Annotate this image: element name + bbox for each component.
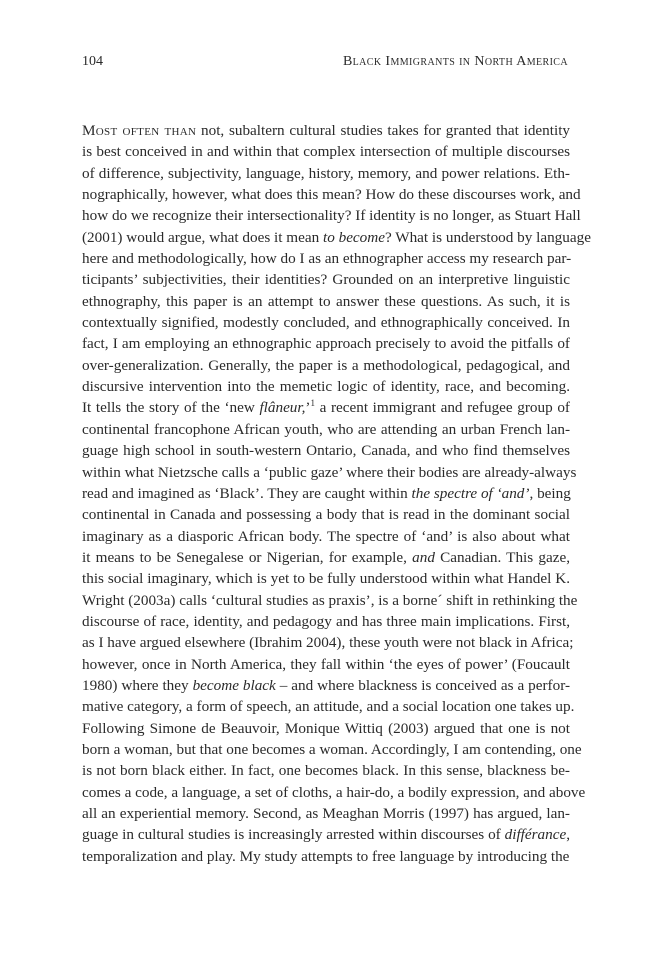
text-segment: of difference, subjectivity, language, history, memory, and power relations. Eth-	[82, 164, 570, 182]
text-segment: nographically, however, what does this mean? How do these discourses work, and	[82, 186, 581, 204]
italic-text: to become	[322, 228, 385, 246]
text-segment: ethnography, this paper is an attempt to answer these questions. As such, it is	[82, 292, 570, 310]
text-line	[82, 632, 574, 653]
text-line	[82, 846, 570, 867]
text-segment: contextually signified, modestly concluded, and ethnographically conceived. In	[82, 314, 570, 332]
text-segment: as I have argued elsewhere (Ibrahim 2004), these youth were not black in Africa;	[82, 634, 574, 652]
text-segment: continental in Canada and possessing a body that is read in the dominant social	[82, 506, 570, 524]
text-line	[82, 141, 570, 162]
text-line	[82, 333, 570, 354]
text-line	[82, 312, 570, 333]
text-line	[82, 269, 570, 290]
text-segment: here and methodologically, how do I as an ethnographer access my research par-	[82, 250, 572, 268]
text-segment: born a woman, but that one becomes a woman. Accordingly, I am contending, one	[82, 740, 582, 758]
text-segment: comes a code, a language, a set of cloths, a hair-do, a bodily expression, and above	[82, 783, 586, 801]
text-line	[82, 803, 570, 824]
text-line	[82, 654, 570, 675]
running-head	[82, 52, 568, 72]
text-line	[82, 227, 591, 248]
text-segment: 1980) where they	[82, 676, 193, 694]
text-line	[82, 440, 570, 461]
text-segment: over-generalization. Generally, the paper is a methodological, pedagogical, and	[82, 356, 570, 374]
text-line	[82, 504, 570, 525]
text-segment: imaginary as a diasporic African body. The spectre of ‘and’ is also about what	[82, 527, 570, 545]
text-segment: Wright (2003a) calls ‘cultural studies as praxis’, is a borne´ shift in rethinking the	[82, 591, 578, 609]
italic-text: différance	[504, 826, 567, 844]
text-line	[82, 291, 570, 312]
text-segment: discourse of race, identity, and pedagogy and has three main implications. First,	[82, 612, 570, 630]
running-title: Black Immigrants in North America	[342, 54, 568, 69]
text-segment: Canadian. This gaze,	[434, 548, 570, 566]
text-line	[82, 462, 577, 483]
text-segment: is best conceived in and within that complex intersection of multiple discourses	[82, 143, 570, 161]
text-line	[82, 718, 570, 739]
text-segment: temporalization and play. My study attempts to free language by introducing the	[82, 847, 570, 865]
body-paragraph	[82, 120, 591, 867]
text-line	[82, 568, 570, 589]
text-line	[82, 163, 570, 184]
text-line	[82, 483, 570, 504]
italic-text: and	[412, 548, 435, 566]
small-caps-text: Most often than	[82, 122, 197, 139]
text-segment: (2001) would argue, what does it mean	[82, 228, 323, 246]
italic-text: become black	[192, 676, 276, 694]
text-line	[82, 205, 581, 226]
text-line	[82, 675, 570, 696]
text-segment: guage in cultural studies is increasingly arrested within discourses of	[82, 826, 505, 844]
text-segment: this social imaginary, which is yet to be fully understood within what Handel K.	[82, 570, 570, 588]
text-line	[82, 419, 570, 440]
text-line	[82, 590, 578, 611]
text-line	[82, 824, 570, 845]
text-segment: read and imagined as ‘Black’. They are caught within	[82, 484, 412, 502]
text-line	[82, 696, 575, 717]
italic-text: flâneur,	[259, 399, 306, 417]
text-segment: ticipants’ subjectivities, their identities? Grounded on an interpretive linguistic	[82, 271, 570, 289]
text-segment: is not born black either. In fact, one becomes black. In this sense, blackness be-	[82, 762, 570, 780]
text-segment: mative category, a form of speech, an attitude, and a social location one takes up.	[82, 698, 575, 716]
text-line	[82, 739, 582, 760]
page-number: 104	[82, 54, 103, 69]
text-line	[82, 355, 570, 376]
text-segment: guage high school in south-western Ontario, Canada, and who find themselves	[82, 442, 570, 460]
text-segment: all an experiential memory. Second, as Meaghan Morris (1997) has argued, lan-	[82, 805, 570, 822]
text-line	[82, 120, 570, 141]
text-segment: It tells the story of the ‘new	[82, 399, 260, 417]
text-line	[82, 526, 570, 547]
text-line	[82, 782, 586, 803]
text-line	[82, 611, 570, 632]
text-segment: however, once in North America, they fall within ‘the eyes of power’ (Foucault	[82, 655, 570, 673]
text-segment: – and where blackness is conceived as a perfor-	[275, 676, 570, 694]
text-segment: it means to be Senegalese or Nigerian, for example,	[82, 548, 413, 566]
text-line	[82, 248, 570, 269]
text-segment: continental francophone African youth, who are attending an urban French lan-	[82, 420, 570, 438]
text-segment: fact, I am employing an ethnographic approach precisely to avoid the pitfalls of	[82, 335, 570, 353]
italic-text: the spectre of ‘and’	[411, 484, 530, 502]
footnote-marker: 1	[310, 398, 315, 409]
text-line	[82, 760, 570, 781]
text-line	[82, 184, 581, 205]
text-segment: discursive intervention into the memetic logic of identity, race, and becoming.	[82, 378, 570, 396]
text-segment: how do we recognize their intersectionality? If identity is no longer, as Stuart Hall	[82, 207, 581, 225]
text-line	[82, 547, 570, 568]
text-line	[82, 376, 570, 397]
text-segment: within what Nietzsche calls a ‘public gaze’ where their bodies are already-always	[82, 463, 577, 481]
text-line	[82, 397, 570, 418]
text-segment: ’	[305, 399, 311, 417]
text-segment: Following Simone de Beauvoir, Monique Wittiq (2003) argued that one is not	[82, 719, 570, 737]
text-segment: ? What is understood by language	[384, 228, 591, 246]
text-segment: not, subaltern cultural studies takes for granted that identity	[196, 122, 571, 139]
text-segment: ,	[566, 826, 570, 844]
text-segment: a recent immigrant and refugee group of	[314, 399, 570, 417]
text-segment: , being	[529, 484, 571, 502]
